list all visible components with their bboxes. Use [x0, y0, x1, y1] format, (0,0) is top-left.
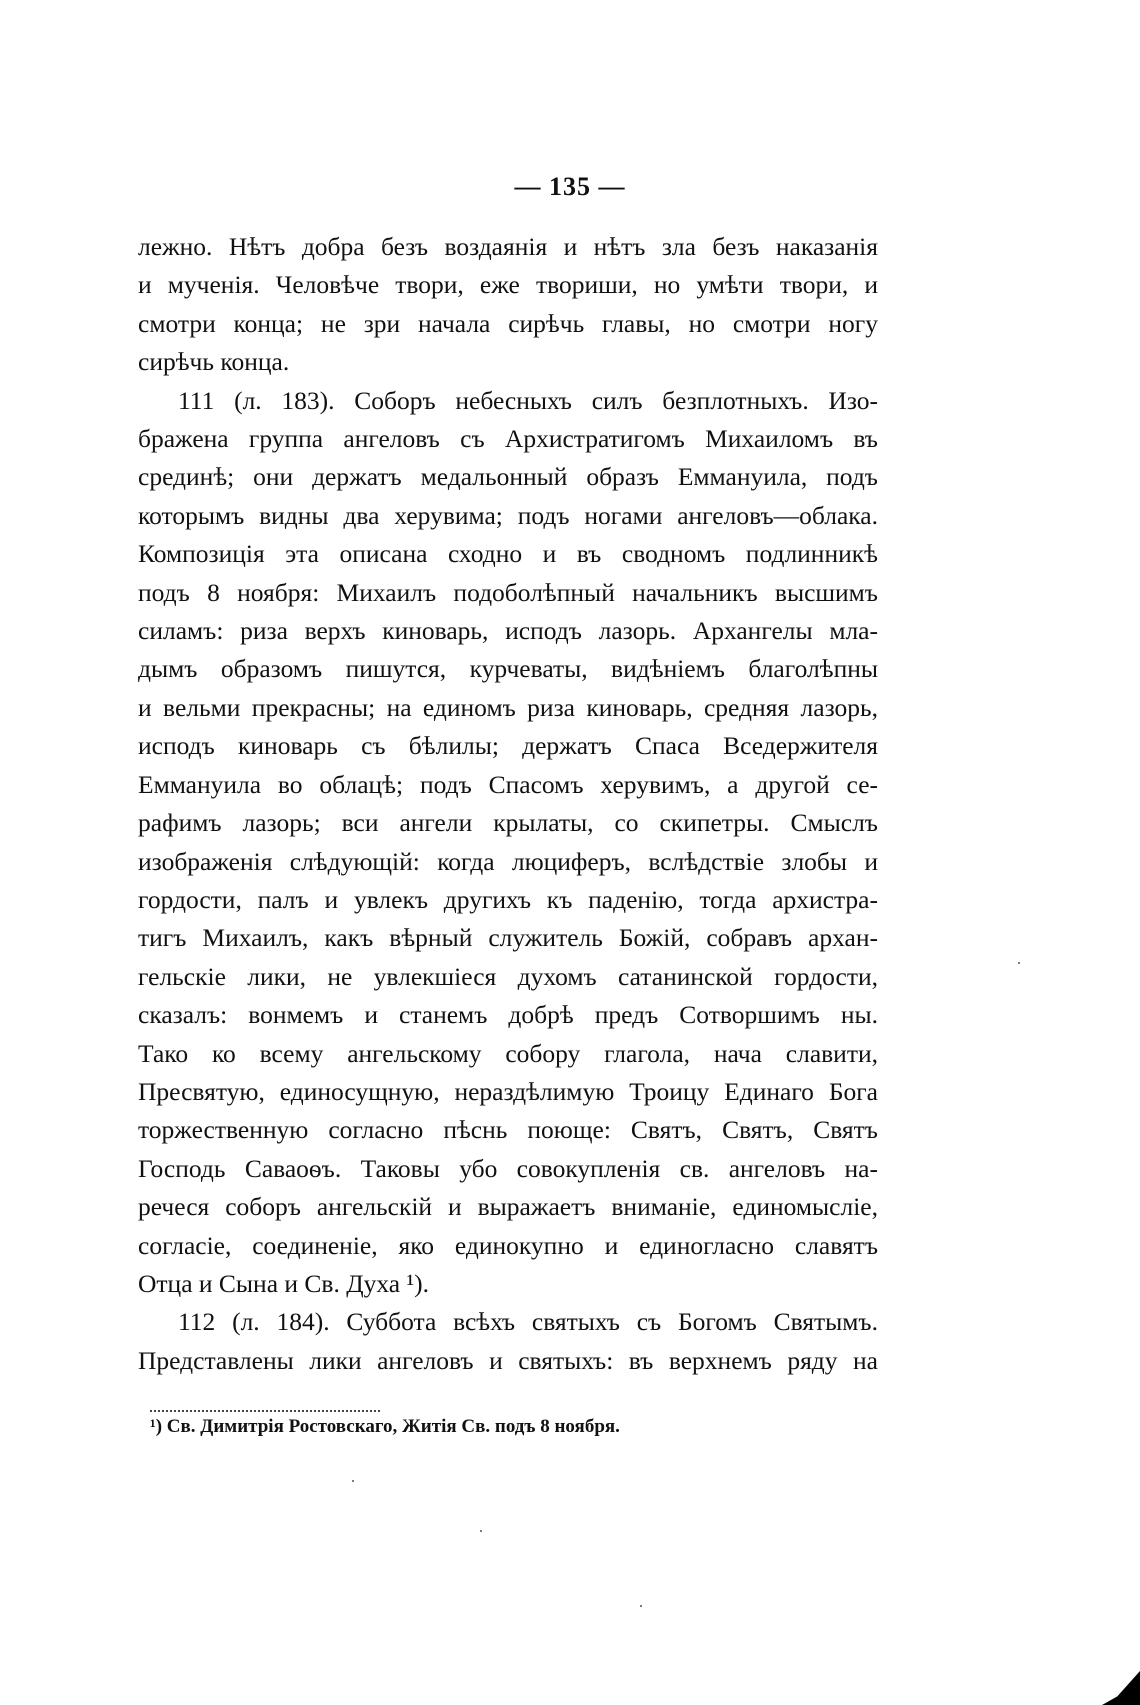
page-number: — 135 —	[514, 172, 626, 201]
text-line: гордости, палъ и увлекъ другихъ къ паденію, тогда архистра-	[138, 884, 878, 914]
scan-speck	[480, 1530, 482, 1532]
text-line: Господь Саваоѳъ. Таковы убо совокупленія св. ангеловъ на-	[138, 1153, 878, 1183]
footnote: ¹) Св. Димитрія Ростовскаго, Житія Св. подъ 8 ноября.	[150, 1416, 620, 1437]
text-line: 112 (л. 184). Суббота всѣхъ святыхъ съ Богомъ Святымъ.	[178, 1307, 878, 1337]
text-line: изображенія слѣдующій: когда люциферъ, вслѣдствіе злобы и	[138, 846, 878, 876]
text-line: и вельми прекрасны; на единомъ риза киноварь, средняя лазорь,	[138, 692, 878, 722]
text-line: дымъ образомъ пишутся, курчеваты, видѣніемъ благолѣпны	[138, 654, 878, 684]
text-line: Тако ко всему ангельскому собору глагола, нача славити,	[138, 1038, 878, 1068]
text-line: Композиція эта описана сходно и въ сводномъ подлинникѣ	[138, 539, 878, 569]
text-line: 111 (л. 183). Соборъ небесныхъ силъ безплотныхъ. Изо-	[178, 385, 878, 415]
text-line: лежно. Нѣтъ добра безъ воздаянія и нѣтъ зла безъ наказанія	[138, 232, 878, 261]
paragraph-111	[138, 382, 878, 1304]
text-line: Представлены лики ангеловъ и святыхъ: въ верхнемъ ряду на	[138, 1345, 878, 1375]
text-line: тигъ Михаилъ, какъ вѣрный служитель Божій, собравъ архан-	[138, 923, 878, 953]
text-line: смотри конца; не зри начала сирѣчь главы, но смотри ногу	[138, 308, 878, 338]
text-line: сирѣчь конца.	[138, 347, 290, 377]
text-line: и мученія. Человѣче твори, еже твориши, но умѣти твори, и	[138, 270, 878, 300]
text-line: гельскіе лики, не увлекшіеся духомъ сатанинской гордости,	[138, 961, 878, 991]
text-line: Пресвятую, единосущную, нераздѣлимую Троицу Единаго Бога	[138, 1076, 878, 1106]
text-line: согласіе, соединеніе, яко единокупно и единогласно славятъ	[138, 1230, 878, 1260]
paragraph-112	[138, 1303, 878, 1380]
text-line: торжественную согласно пѣснь поюще: Святъ, Святъ, Святъ	[138, 1115, 878, 1145]
paragraph-1	[138, 228, 878, 382]
text-line: рафимъ лазорь; вси ангели крылаты, со скипетры. Смыслъ	[138, 808, 878, 838]
footnote-divider	[150, 1410, 380, 1412]
text-line: силамъ: риза верхъ киноварь, исподъ лазорь. Архангелы мла-	[138, 616, 878, 646]
scan-speck	[1018, 962, 1020, 964]
scan-corner-mark	[1102, 1671, 1140, 1705]
text-line: подъ 8 ноября: Михаилъ подоболѣпный начальникъ высшимъ	[138, 577, 878, 607]
text-line: бражена группа ангеловъ съ Архистратигомъ Михаиломъ въ	[138, 424, 878, 454]
text-line: исподъ киноварь съ бѣлилы; держатъ Спаса Вседержителя	[138, 731, 878, 761]
text-line: сказалъ: вонмемъ и станемъ добрѣ предъ Сотворшимъ ны.	[138, 1000, 878, 1030]
scan-speck	[640, 1605, 642, 1607]
text-line: речеся соборъ ангельскій и выражаетъ вниманіе, единомысліе,	[138, 1192, 878, 1222]
body-text	[138, 228, 878, 1380]
text-line: которымъ видны два херувима; подъ ногами ангеловъ—облака.	[138, 500, 878, 530]
scan-speck	[352, 1480, 354, 1482]
text-line: Отца и Сына и Св. Духа ¹).	[138, 1268, 429, 1298]
text-line: срединѣ; они держатъ медальонный образъ Еммануила, подъ	[138, 462, 878, 492]
text-line: Еммануила во облацѣ; подъ Спасомъ херувимъ, а другой се-	[138, 769, 878, 799]
